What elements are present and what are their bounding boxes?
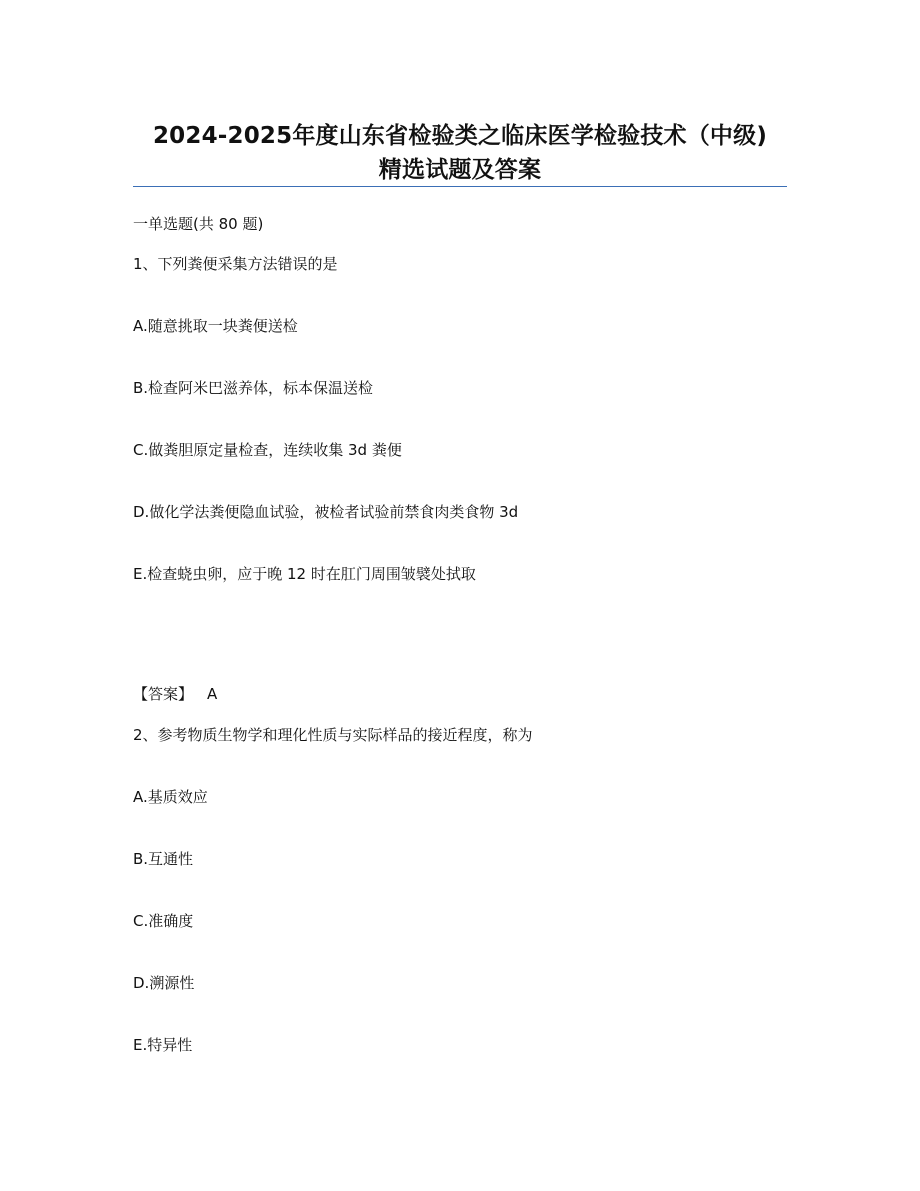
section-heading: 一单选题(共 80 题) — [133, 215, 264, 233]
question-1-option-e: E.检查蛲虫卵，应于晚 12 时在肛门周围皱襞处拭取 — [133, 565, 476, 583]
question-2-stem: 2、参考物质生物学和理化性质与实际样品的接近程度，称为 — [133, 726, 533, 744]
question-1-option-c: C.做粪胆原定量检查，连续收集 3d 粪便 — [133, 441, 402, 459]
question-2-option-d: D.溯源性 — [133, 974, 195, 992]
document-title-line2: 精选试题及答案 — [378, 157, 542, 183]
question-1-option-b: B.检查阿米巴滋养体，标本保温送检 — [133, 379, 374, 397]
question-2-option-b: B.互通性 — [133, 850, 194, 868]
question-1-option-d: D.做化学法粪便隐血试验，被检者试验前禁食肉类食物 3d — [133, 503, 519, 521]
answer-value: A — [207, 685, 218, 703]
question-1-stem: 1、下列粪便采集方法错误的是 — [133, 255, 338, 273]
question-2-option-e: E.特异性 — [133, 1036, 193, 1054]
title-divider — [133, 186, 787, 187]
question-2-option-c: C.准确度 — [133, 912, 194, 930]
question-2-option-a: A.基质效应 — [133, 788, 208, 806]
question-1-option-a: A.随意挑取一块粪便送检 — [133, 317, 298, 335]
question-1-answer — [133, 683, 217, 704]
answer-label: 【答案】 — [133, 685, 194, 703]
document-title-line1: 2024-2025年度山东省检验类之临床医学检验技术（中级) — [152, 123, 768, 149]
